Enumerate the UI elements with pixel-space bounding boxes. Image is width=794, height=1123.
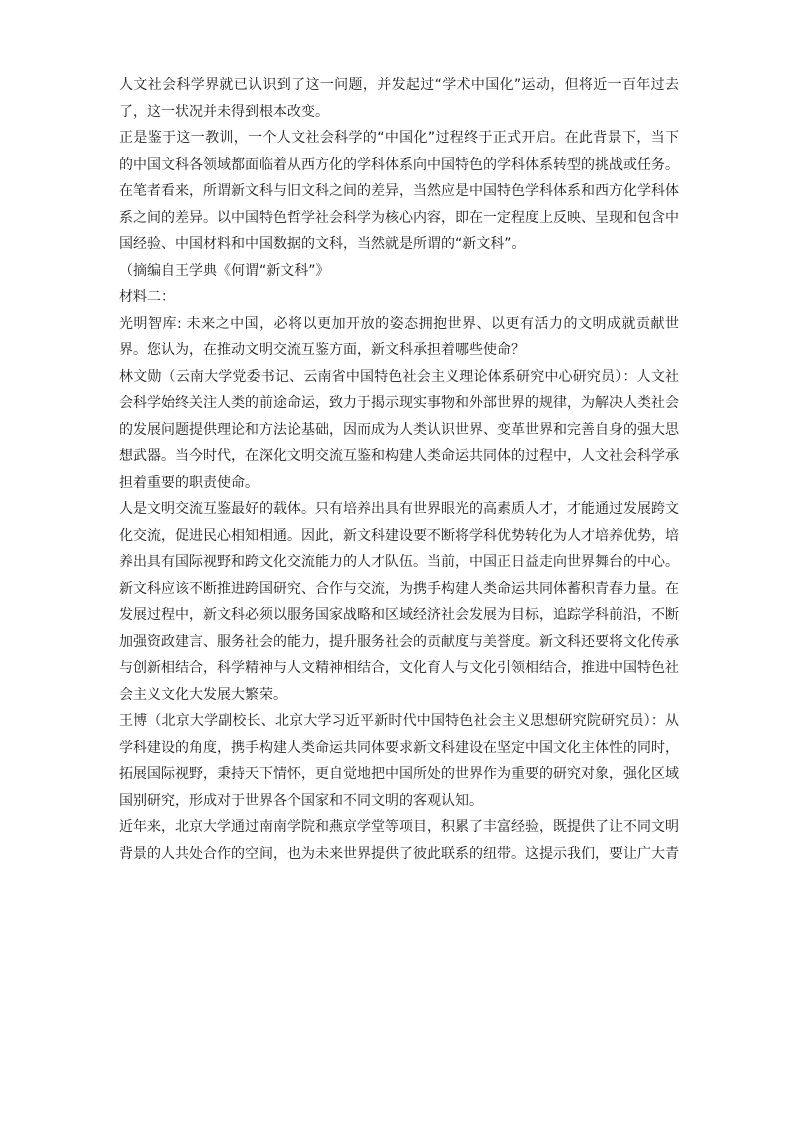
paragraph-peking-university: 近年来，北京大学通过南南学院和燕京学堂等项目，积累了丰富经验，既提供了让不同文明背景的人共处合作的空间，也为未来世界提供了彼此联系的纽带。这提示我们，要让广大青	[119, 819, 679, 862]
paragraph-1: 人文社会科学界就已认识到了这一问题，并发起过“学术中国化”运动，但将近一百年过去了，这一状况并未得到根本改变。	[119, 77, 679, 120]
section-heading-material-two: 材料二：	[119, 289, 175, 305]
answer-wang-bo: 王博（北京大学副校长、北京大学习近平新时代中国特色社会主义思想研究院研究员）：从学科建设的角度，携手构建人类命运共同体要求新文科建设在坚定中国文化主体性的同时，拓展国际视野，秉持天下情怀，更自觉地把中国所处的世界作为重要的研究对象，强化区域国别研究，形成对于世界各个国家和不同文明的客观认知。	[119, 713, 679, 809]
document-page	[119, 72, 679, 867]
paragraph-talent: 人是文明交流互鉴最好的载体。只有培养出具有世界眼光的高素质人才，才能通过发展跨文化交流，促进民心相知相通。因此，新文科建设要不断将学科优势转化为人才培养优势，培养出具有国际视野和跨文化交流能力的人才队伍。当前，中国正日益走向世界舞台的中心。新文科应该不断推进跨国研究、合作与交流，为携手构建人类命运共同体蓄积青春力量。在发展过程中，新文科必须以服务国家战略和区域经济社会发展为目标，追踪学科前沿，不断加强资政建言、服务社会的能力，提升服务社会的贡献度与美誉度。新文科还要将文化传承与创新相结合，科学精神与人文精神相结合，文化育人与文化引领相结合，推进中国特色社会主义文化大发展大繁荣。	[119, 501, 679, 703]
source-citation: （摘编自王学典《何谓“新文科”》	[119, 262, 330, 279]
answer-lin-wenxun: 林文勋（云南大学党委书记、云南省中国特色社会主义理论体系研究中心研究员）：人文社会科学始终关注人类的前途命运，致力于揭示现实事物和外部世界的规律，为解决人类社会的发展问题提供理论和方法论基础，因而成为人类认识世界、变革世界和完善自身的强大思想武器。当今时代，在深化文明交流互鉴和构建人类命运共同体的过程中，人文社会科学承担着重要的职责使命。	[119, 368, 679, 491]
interview-question: 光明智库: 未来之中国，必将以更加开放的姿态拥抱世界、以更有活力的文明成就贡献世界。您认为，在推动文明交流互鉴方面，新文科承担着哪些使命？	[119, 315, 679, 358]
paragraph-2: 正是鉴于这一教训，一个人文社会科学的“中国化”过程终于正式开启。在此背景下，当下的中国文科各领域都面临着从西方化的学科体系向中国特色的学科体系转型的挑战或任务。在笔者看来，所谓新文科与旧文科之间的差异，当然应是中国特色学科体系和西方化学科体系之间的差异。以中国特色哲学社会科学为核心内容，即在一定程度上反映、呈现和包含中国经验、中国材料和中国数据的文科，当然就是所谓的“新文科”。	[119, 130, 679, 252]
